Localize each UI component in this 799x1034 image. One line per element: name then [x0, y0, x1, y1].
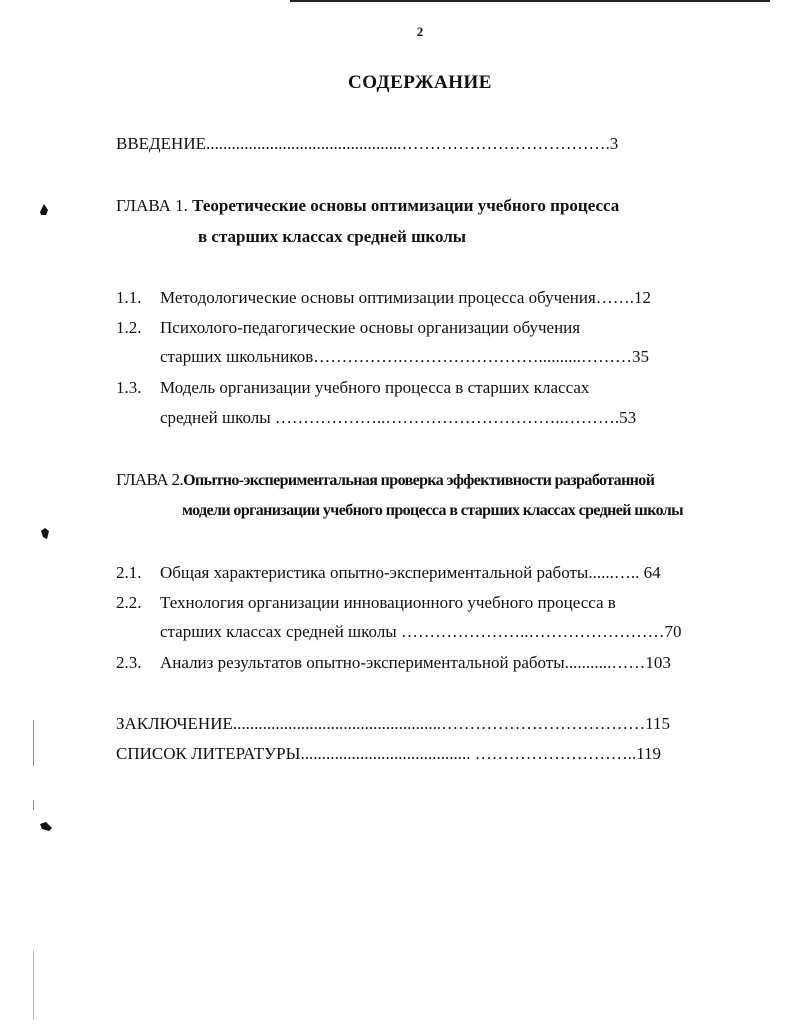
toc-section-2-2: Технология организации инновационного учебного процесса в: [160, 593, 616, 612]
binding-hole-mark-icon: [38, 202, 50, 218]
binding-hole-mark-icon: [40, 528, 50, 542]
section-number: 1.1.: [116, 288, 142, 307]
scan-artifact-line: [33, 720, 34, 766]
scan-artifact-line: [33, 950, 34, 1020]
chapter-title-continued: в старших классах средней школы: [198, 227, 467, 246]
section-number: 2.2.: [116, 593, 142, 612]
toc-page-number: 119: [636, 744, 662, 763]
toc-chapter-2: [116, 470, 654, 491]
toc-section-2-3: Анализ результатов опытно-экспериментальной работы...........……103: [160, 653, 671, 672]
section-number: 2.3.: [116, 653, 142, 672]
toc-entry-label: ВВЕДЕНИЕ: [116, 134, 206, 153]
binding-hole-mark-icon: [40, 822, 52, 834]
toc-section-2-2-continued: старших классах средней школы …………………..……………………70: [160, 622, 682, 641]
toc-leader-dots: ........................................ ………………………..: [300, 744, 637, 763]
chapter-title: Теоретические основы оптимизации учебного процесса: [192, 196, 620, 215]
chapter-title-continued: модели организации учебного процесса в старших классах средней школы: [182, 502, 684, 519]
chapter-title: Опытно-экспериментальная проверка эффективности разработанной: [183, 472, 655, 489]
toc-entry-conclusion: [116, 714, 670, 734]
page-title: СОДЕРЖАНИЕ: [348, 72, 492, 93]
toc-section-1-3: Модель организации учебного процесса в старших классах: [160, 378, 590, 397]
top-border-rule: [290, 0, 770, 2]
toc-page-number: 115: [645, 714, 670, 733]
toc-entry-intro: [116, 134, 618, 154]
toc-entry-references: [116, 744, 661, 764]
toc-entry-label: СПИСОК ЛИТЕРАТУРЫ: [116, 744, 301, 763]
chapter-prefix: ГЛАВА 2.: [116, 470, 184, 489]
toc-leader-dots: ..............................................……………………………….: [205, 134, 610, 153]
toc-section-1-3-continued: средней школы ………………..…………………………..……….53: [160, 408, 637, 427]
section-number: 1.2.: [116, 318, 142, 337]
toc-section-1-2: Психолого-педагогические основы организации обучения: [160, 318, 581, 337]
toc-page-number: 3: [609, 134, 619, 153]
toc-section-1-2-continued: старших школьников…………….……………………..........………35: [160, 347, 650, 366]
chapter-prefix: ГЛАВА 1.: [116, 196, 188, 215]
toc-section-1-1: Методологические основы оптимизации процесса обучения…….12: [160, 288, 652, 307]
toc-chapter-1: [116, 196, 619, 216]
scan-artifact-line: [33, 800, 34, 810]
toc-leader-dots: .................................................………………………………: [232, 714, 646, 733]
page-number: 2: [416, 24, 424, 39]
section-number: 1.3.: [116, 378, 142, 397]
toc-section-2-1: Общая характеристика опытно-экспериментальной работы......….. 64: [160, 563, 661, 582]
toc-entry-label: ЗАКЛЮЧЕНИЕ: [116, 714, 233, 733]
section-number: 2.1.: [116, 563, 142, 582]
